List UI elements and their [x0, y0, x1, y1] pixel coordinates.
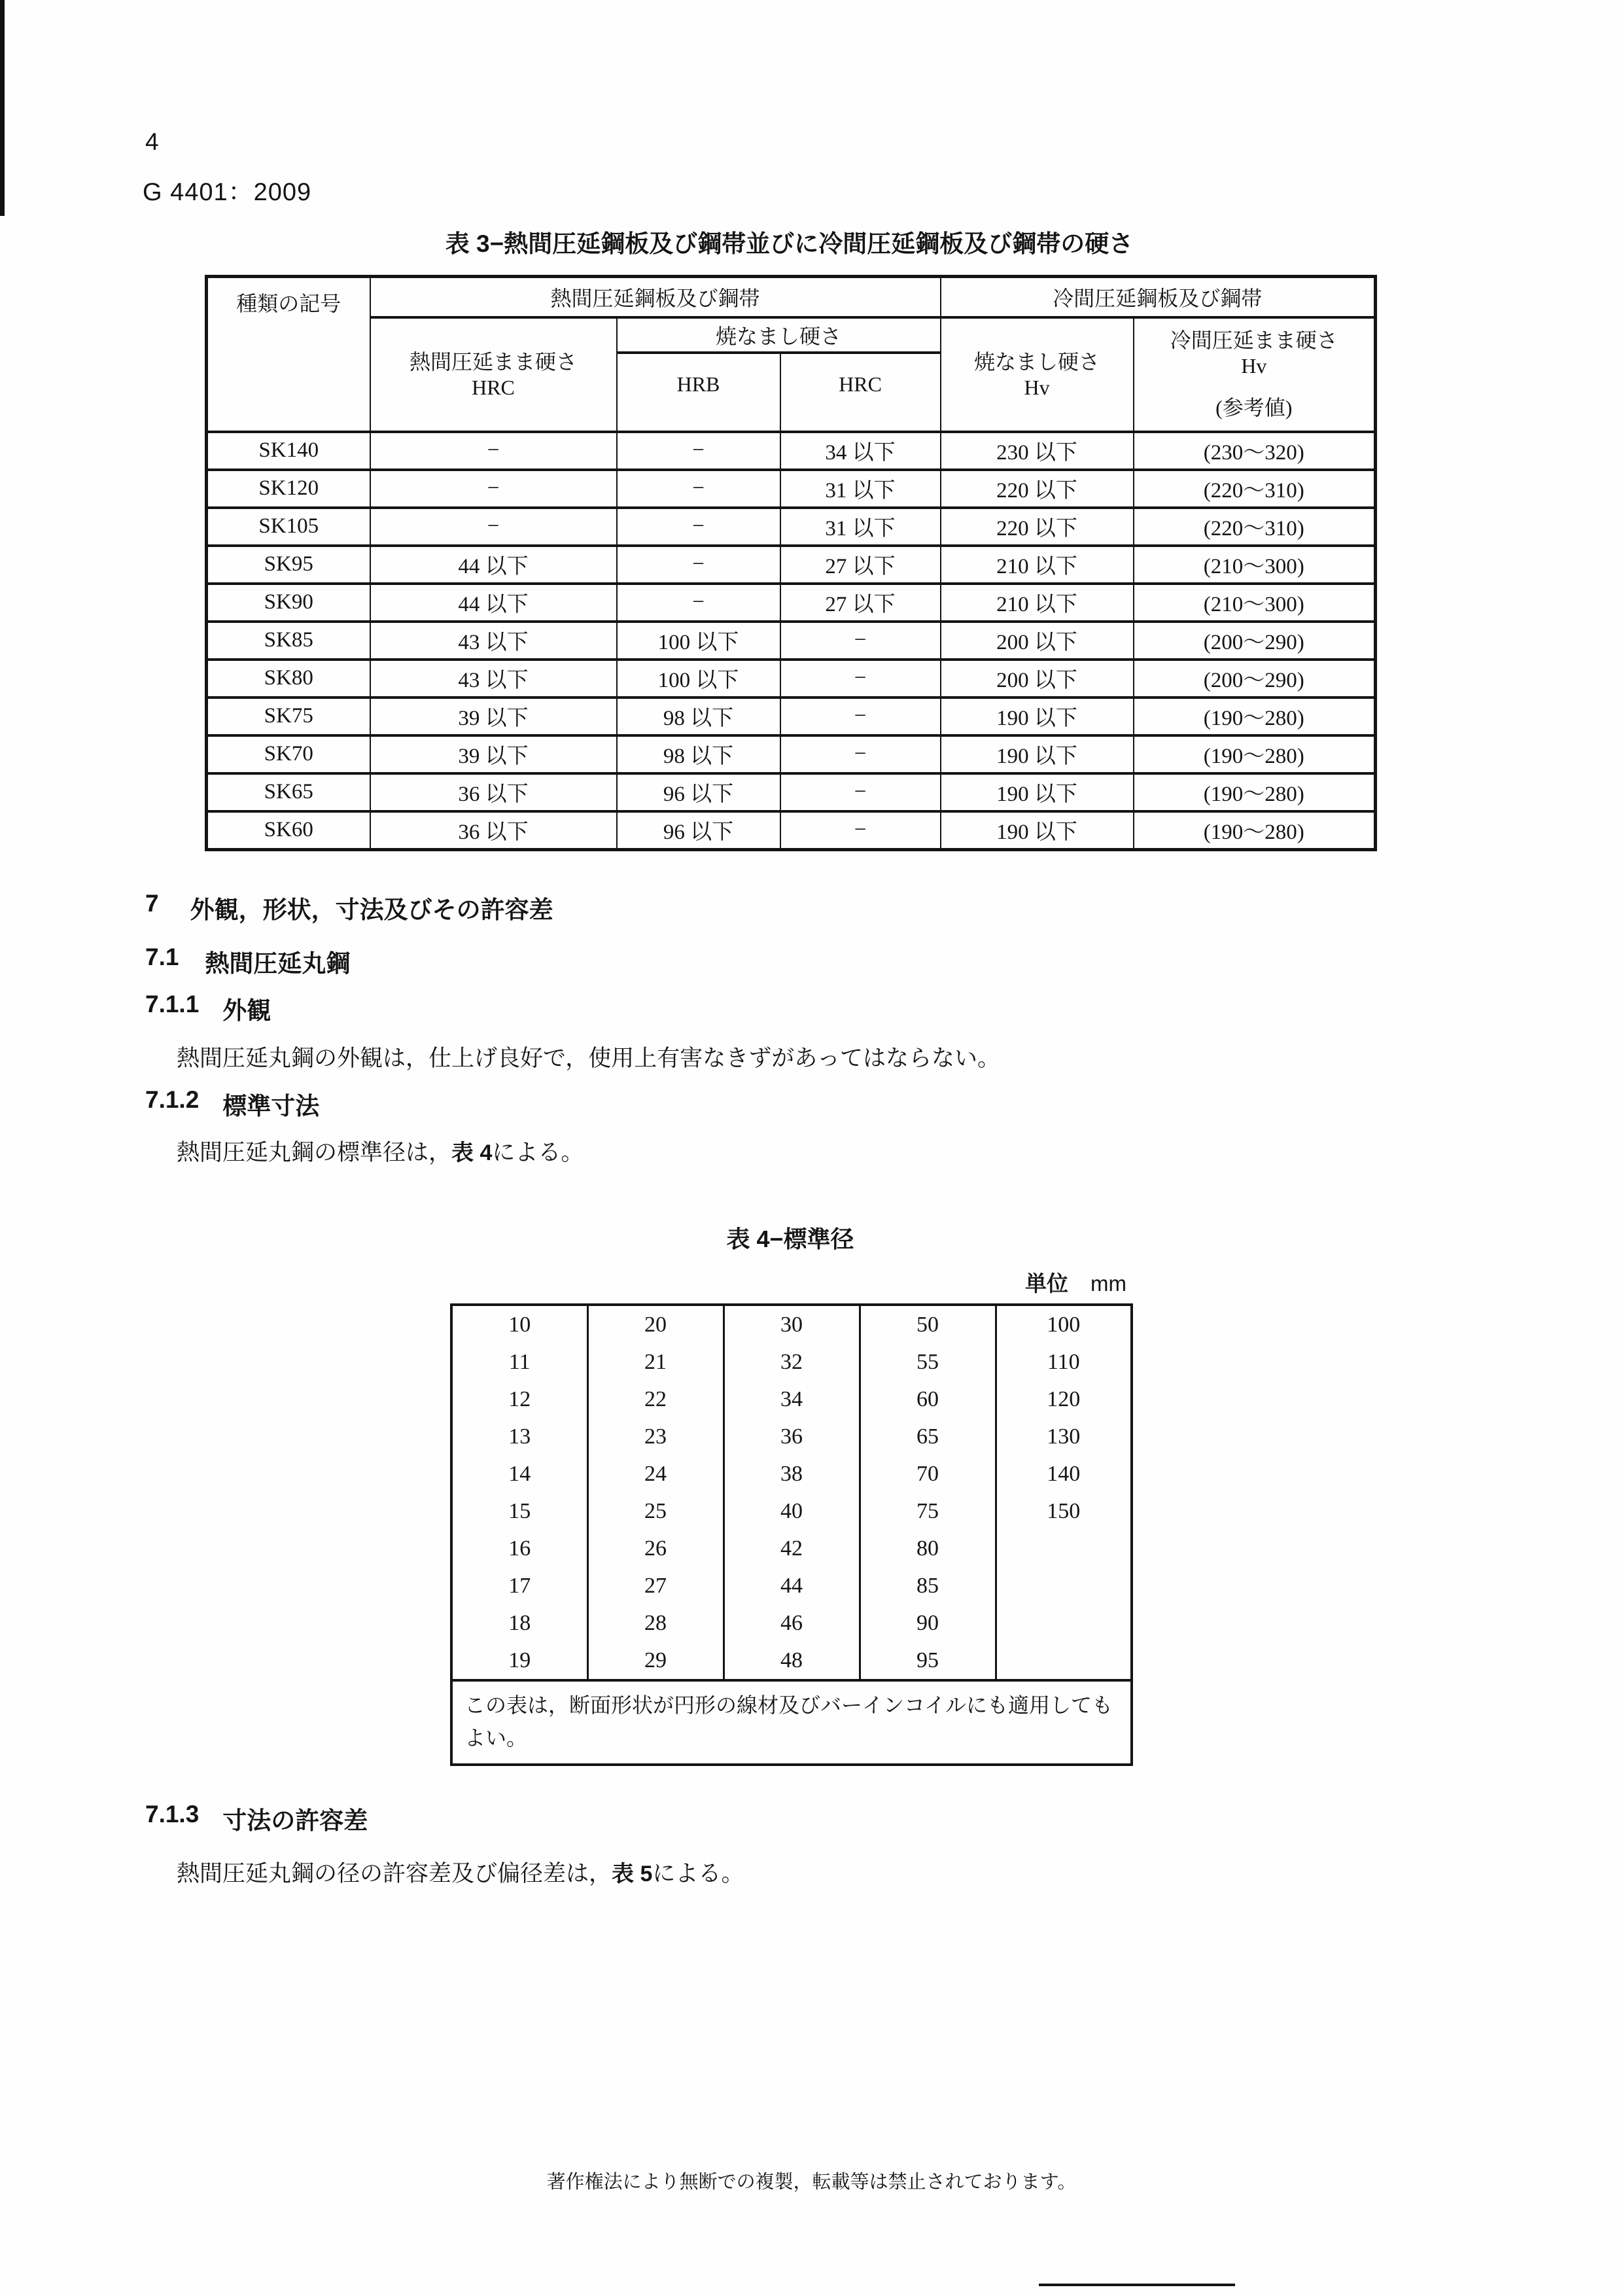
paragraph-713-pre: 熱間圧延丸鋼の径の許容差及び偏径差は， — [177, 1861, 612, 1886]
table4-row — [451, 1343, 1132, 1381]
table4-cell — [996, 1530, 1132, 1567]
table3-cell-cold-annealed-hv: 190 以下 — [941, 735, 1134, 773]
table4-reference: 表 4 — [451, 1140, 493, 1165]
table3-row — [207, 660, 1376, 698]
table4-title: 表 4−標準径 — [726, 1226, 854, 1252]
paragraph-712-post: による。 — [492, 1140, 584, 1165]
table3-cell-grade: SK80 — [207, 660, 370, 698]
table3-header-cold-annealed — [941, 317, 1134, 432]
table3-cell-annealed-hrc: − — [780, 811, 941, 850]
table4-cell: 13 — [508, 1424, 531, 1449]
table4-cell: 27 — [587, 1567, 724, 1604]
table4-cell: 36 — [724, 1418, 860, 1455]
table4-cell: 40 — [724, 1492, 860, 1530]
table3-cell-annealed-hrc: − — [780, 660, 941, 698]
table4-unit — [450, 1267, 1130, 1298]
table3-row — [207, 546, 1376, 584]
table4-cell: 10 — [508, 1312, 531, 1337]
table3-row — [207, 811, 1376, 850]
table3-cell-annealed-hrb: − — [617, 470, 780, 508]
table3-cell-hot-hrc: 36 以下 — [370, 773, 617, 811]
table3-row — [207, 432, 1376, 470]
table3-cell-annealed-hrb: − — [617, 546, 780, 584]
table4-cell: 46 — [724, 1604, 860, 1642]
section-7-1-3-number: 7.1.3 — [145, 1801, 200, 1828]
table4-cell: 21 — [587, 1343, 724, 1381]
paragraph-appearance: 熱間圧延丸鋼の外観は，仕上げ良好で，使用上有害なきずがあってはならない。 — [177, 1046, 1000, 1071]
table4-row — [451, 1530, 1132, 1567]
table4-row — [451, 1567, 1132, 1604]
table4-cell: 29 — [587, 1642, 724, 1680]
table3-cell-annealed-hrc: 27 以下 — [780, 546, 941, 584]
table3-header-group-cold: 冷間圧延鋼板及び鋼帯 — [941, 277, 1376, 317]
table3-cell-annealed-hrc: − — [780, 735, 941, 773]
table3-cell-hot-hrc: − — [370, 470, 617, 508]
table4-cell: 17 — [508, 1573, 531, 1598]
table3-row — [207, 470, 1376, 508]
table4-row — [451, 1455, 1132, 1492]
table3-cell-cold-annealed-hv: 210 以下 — [941, 584, 1134, 622]
paragraph-tolerance — [177, 1856, 744, 1888]
hot-as-rolled-unit: HRC — [472, 375, 515, 399]
table5-reference: 表 5 — [612, 1862, 653, 1886]
table3-cell-hot-hrc: − — [370, 508, 617, 546]
table4-cell — [996, 1567, 1132, 1604]
copyright-notice: 著作権法により無断での複製，転載等は禁止されております。 — [546, 2172, 1077, 2193]
section-7-heading — [145, 890, 553, 925]
table3-row — [207, 698, 1376, 735]
table3-cell-annealed-hrb: 98 以下 — [617, 698, 780, 735]
table3-cell-cold-hv-ref: (190〜280) — [1134, 698, 1376, 735]
table3-header-hrc: HRC — [780, 353, 941, 432]
table3-cell-annealed-hrc: − — [780, 622, 941, 660]
scan-artifact-edge — [0, 0, 5, 216]
table4-row — [451, 1418, 1132, 1455]
table3-header-group-hot: 熱間圧延鋼板及び鋼帯 — [370, 277, 941, 317]
table4-standard-diameters — [450, 1303, 1133, 1766]
table3-cell-cold-hv-ref: (210〜300) — [1134, 584, 1376, 622]
table3-cell-grade: SK120 — [207, 470, 370, 508]
table4-row — [451, 1492, 1132, 1530]
table3-cell-annealed-hrb: − — [617, 432, 780, 470]
table3-cell-cold-hv-ref: (200〜290) — [1134, 622, 1376, 660]
table3-cell-cold-hv-ref: (230〜320) — [1134, 432, 1376, 470]
table4-cell: 120 — [996, 1381, 1132, 1418]
table3-cell-annealed-hrc: 27 以下 — [780, 584, 941, 622]
table3-cell-hot-hrc: 43 以下 — [370, 622, 617, 660]
table4-cell: 28 — [587, 1604, 724, 1642]
section-7-1-heading — [145, 944, 350, 979]
table4-cell: 150 — [996, 1492, 1132, 1530]
table4-cell: 11 — [508, 1349, 531, 1374]
table4-row — [451, 1305, 1132, 1343]
table4-cell: 30 — [724, 1305, 860, 1343]
table3-header-hot-as-rolled — [370, 317, 617, 432]
section-7-1-2-number: 7.1.2 — [145, 1086, 200, 1113]
cold-as-rolled-label: 冷間圧延まま硬さ — [1170, 328, 1338, 352]
table3-cell-cold-hv-ref: (200〜290) — [1134, 660, 1376, 698]
table3-row — [207, 584, 1376, 622]
standard-code: G 4401：2009 — [143, 179, 312, 206]
table4-cell: 24 — [587, 1455, 724, 1492]
table3-cell-cold-annealed-hv: 230 以下 — [941, 432, 1134, 470]
table3-cell-hot-hrc: 39 以下 — [370, 735, 617, 773]
table4-cell: 22 — [587, 1381, 724, 1418]
hot-as-rolled-label: 熱間圧延まま硬さ — [409, 349, 577, 374]
table4-cell: 80 — [860, 1530, 996, 1567]
table3-cell-hot-hrc: 39 以下 — [370, 698, 617, 735]
section-7-1-1-heading — [145, 991, 271, 1026]
unit-value: mm — [1091, 1271, 1126, 1296]
table3-cell-annealed-hrb: 98 以下 — [617, 735, 780, 773]
table3-row — [207, 773, 1376, 811]
table3-cell-annealed-hrb: − — [617, 584, 780, 622]
table3-cell-grade: SK65 — [207, 773, 370, 811]
table3-cell-cold-hv-ref: (190〜280) — [1134, 735, 1376, 773]
table3-cell-annealed-hrc: 31 以下 — [780, 470, 941, 508]
table3-cell-cold-annealed-hv: 190 以下 — [941, 773, 1134, 811]
table3-cell-cold-hv-ref: (220〜310) — [1134, 508, 1376, 546]
page-number: 4 — [145, 128, 159, 155]
table3-header-annealed: 焼なまし硬さ — [617, 317, 941, 353]
paragraph-712-pre: 熱間圧延丸鋼の標準径は， — [177, 1140, 452, 1165]
table3-cell-grade: SK95 — [207, 546, 370, 584]
cold-annealed-unit: Hv — [1024, 375, 1050, 399]
table4-row — [451, 1642, 1132, 1680]
table3-cell-annealed-hrb: − — [617, 508, 780, 546]
table3-cell-annealed-hrb: 96 以下 — [617, 773, 780, 811]
table4-cell: 95 — [860, 1642, 996, 1680]
table3-cell-grade: SK60 — [207, 811, 370, 850]
table3-cell-annealed-hrc: − — [780, 773, 941, 811]
table3-cell-grade: SK85 — [207, 622, 370, 660]
table3-cell-hot-hrc: 44 以下 — [370, 546, 617, 584]
table3-cell-hot-hrc: 43 以下 — [370, 660, 617, 698]
table3-cell-annealed-hrc: 34 以下 — [780, 432, 941, 470]
table3-cell-grade: SK70 — [207, 735, 370, 773]
table3-cell-annealed-hrc: 31 以下 — [780, 508, 941, 546]
table4-cell: 60 — [860, 1381, 996, 1418]
unit-label: 単位 — [1025, 1271, 1069, 1296]
section-7-1-1-title: 外観 — [222, 997, 271, 1024]
table3-header-hrb: HRB — [617, 353, 780, 432]
table4-cell: 42 — [724, 1530, 860, 1567]
table4-cell: 12 — [508, 1386, 531, 1411]
table4-cell: 90 — [860, 1604, 996, 1642]
table4-cell: 32 — [724, 1343, 860, 1381]
table3-cell-grade: SK90 — [207, 584, 370, 622]
table4-cell: 110 — [996, 1343, 1132, 1381]
table3-cell-annealed-hrb: 100 以下 — [617, 622, 780, 660]
table4-cell: 50 — [860, 1305, 996, 1343]
table3-cell-cold-hv-ref: (210〜300) — [1134, 546, 1376, 584]
table4-cell — [996, 1642, 1132, 1680]
table3-hardness-table — [205, 275, 1377, 851]
table3-cell-cold-annealed-hv: 190 以下 — [941, 811, 1134, 850]
table4-cell: 26 — [587, 1530, 724, 1567]
section-7-1-3-heading — [145, 1801, 368, 1836]
section-7-1-1-number: 7.1.1 — [145, 991, 200, 1017]
table4-cell: 130 — [996, 1418, 1132, 1455]
table4-cell: 65 — [860, 1418, 996, 1455]
table4-cell: 23 — [587, 1418, 724, 1455]
table4-cell: 70 — [860, 1455, 996, 1492]
paragraph-standard-dimensions — [177, 1135, 584, 1167]
table3-row — [207, 735, 1376, 773]
paragraph-713-post: による。 — [652, 1861, 744, 1886]
table3-cell-annealed-hrc: − — [780, 698, 941, 735]
table3-cell-hot-hrc: − — [370, 432, 617, 470]
table3-cell-cold-annealed-hv: 200 以下 — [941, 622, 1134, 660]
table4-note-row — [451, 1680, 1132, 1765]
section-7-title: 外観，形状，寸法及びその許容差 — [190, 896, 553, 923]
table3-cell-annealed-hrb: 100 以下 — [617, 660, 780, 698]
table4-cell: 85 — [860, 1567, 996, 1604]
table3-cell-annealed-hrb: 96 以下 — [617, 811, 780, 850]
section-7-number: 7 — [145, 890, 159, 917]
table3-cell-cold-hv-ref: (190〜280) — [1134, 811, 1376, 850]
cold-as-rolled-unit: Hv — [1241, 353, 1267, 378]
table4-cell: 140 — [996, 1455, 1132, 1492]
table3-row — [207, 508, 1376, 546]
table3-cell-hot-hrc: 44 以下 — [370, 584, 617, 622]
table3-cell-cold-annealed-hv: 200 以下 — [941, 660, 1134, 698]
section-7-1-title: 熱間圧延丸鋼 — [205, 950, 351, 977]
table3-cell-grade: SK105 — [207, 508, 370, 546]
table4-cell: 25 — [587, 1492, 724, 1530]
table4-cell: 44 — [724, 1567, 860, 1604]
section-7-1-number: 7.1 — [145, 944, 179, 970]
table4-cell: 18 — [508, 1610, 531, 1635]
table4-note: この表は，断面形状が円形の線材及びバーインコイルにも適用してもよい。 — [451, 1680, 1132, 1765]
table4-cell: 38 — [724, 1455, 860, 1492]
table3-cell-cold-annealed-hv: 210 以下 — [941, 546, 1134, 584]
table4-row — [451, 1604, 1132, 1642]
table4-cell: 19 — [508, 1648, 531, 1672]
bottom-rule — [1039, 2284, 1235, 2286]
table3-cell-grade: SK140 — [207, 432, 370, 470]
table4-cell: 48 — [724, 1642, 860, 1680]
section-7-1-2-heading — [145, 1086, 319, 1122]
table3-header-kind: 種類の記号 — [207, 277, 370, 432]
section-7-1-2-title: 標準寸法 — [222, 1093, 320, 1120]
table3-row — [207, 622, 1376, 660]
table3-cell-cold-hv-ref: (220〜310) — [1134, 470, 1376, 508]
table4-cell: 14 — [508, 1461, 531, 1486]
table4-row — [451, 1381, 1132, 1418]
table3-cell-cold-annealed-hv: 220 以下 — [941, 508, 1134, 546]
table4-cell: 55 — [860, 1343, 996, 1381]
table3-cell-hot-hrc: 36 以下 — [370, 811, 617, 850]
table4-cell: 100 — [996, 1305, 1132, 1343]
table4-cell: 20 — [587, 1305, 724, 1343]
table3-header-cold-as-rolled — [1134, 317, 1376, 432]
table3-cell-grade: SK75 — [207, 698, 370, 735]
table3-cell-cold-annealed-hv: 220 以下 — [941, 470, 1134, 508]
section-7-1-3-title: 寸法の許容差 — [222, 1807, 368, 1834]
table3-cell-cold-annealed-hv: 190 以下 — [941, 698, 1134, 735]
table3-cell-cold-hv-ref: (190〜280) — [1134, 773, 1376, 811]
table3-title: 表 3−熱間圧延鋼板及び鋼帯並びに冷間圧延鋼板及び鋼帯の硬さ — [445, 230, 1134, 257]
table4-cell: 34 — [724, 1381, 860, 1418]
table4-cell: 75 — [860, 1492, 996, 1530]
table4-cell: 16 — [508, 1536, 531, 1561]
table4-cell: 15 — [508, 1498, 531, 1523]
cold-as-rolled-note: (参考値) — [1215, 395, 1293, 419]
table4-cell — [996, 1604, 1132, 1642]
cold-annealed-label: 焼なまし硬さ — [974, 349, 1100, 374]
